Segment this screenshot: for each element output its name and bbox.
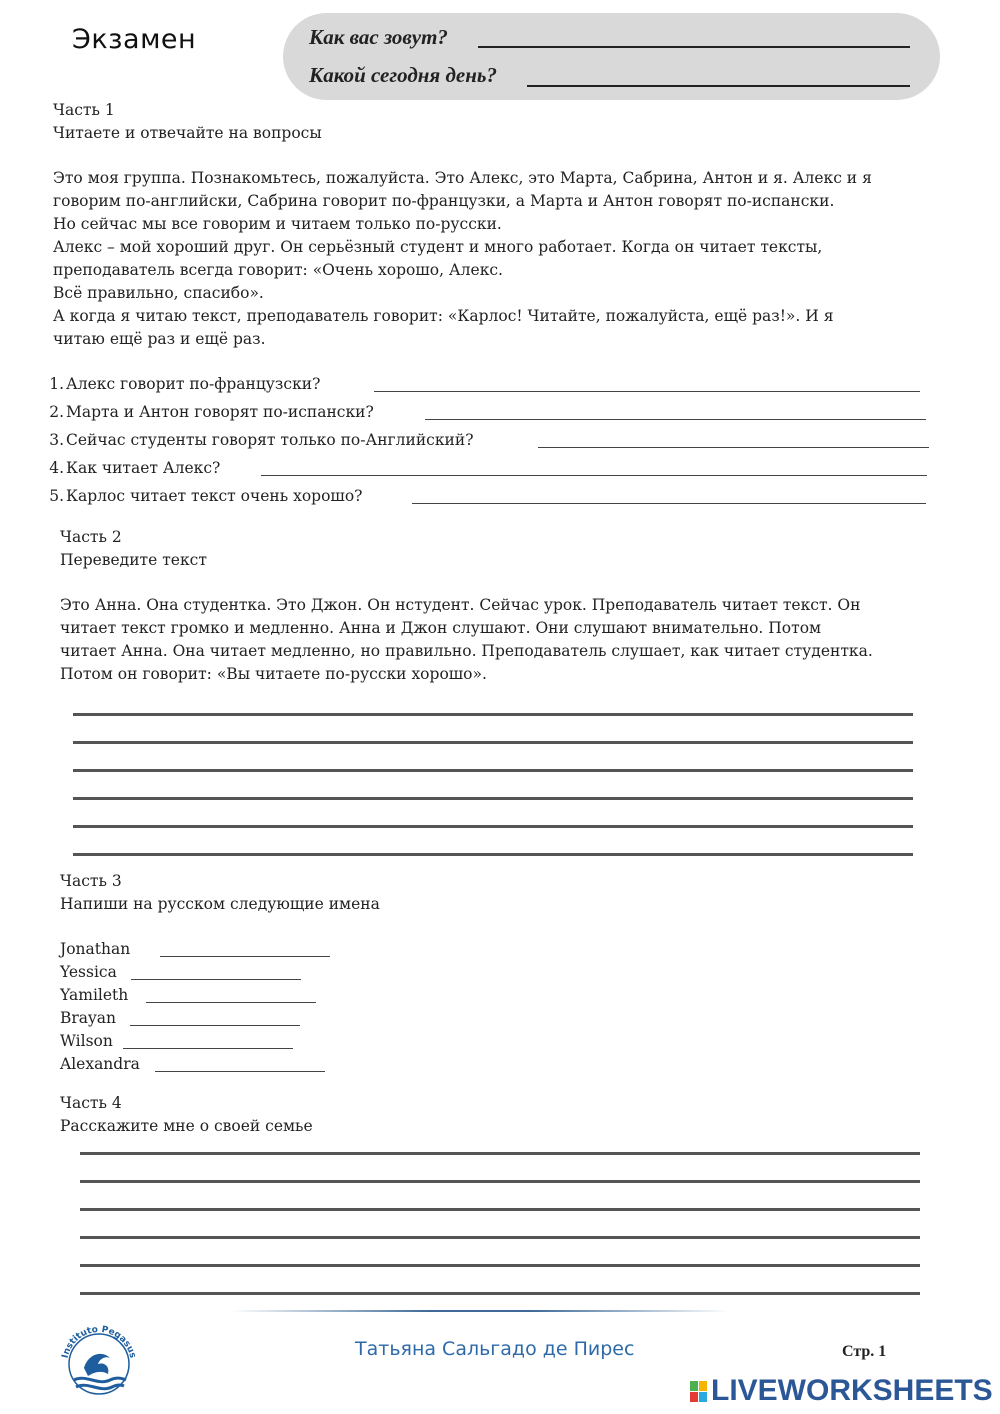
page-number: Стр. 1 [842, 1343, 887, 1360]
name-answer-alexandra[interactable] [155, 1071, 325, 1072]
family-answer-line[interactable] [80, 1292, 920, 1295]
text-line: Всё правильно, спасибо». [53, 284, 264, 302]
translation-answer-line[interactable] [73, 797, 913, 800]
question-text: Марта и Антон говорят по-испански? [66, 403, 374, 421]
name-item-wilson: Wilson [60, 1032, 113, 1050]
name-item-alexandra: Alexandra [60, 1055, 140, 1073]
name-item-yessica: Yessica [60, 963, 117, 981]
name-answer-jonathan[interactable] [160, 956, 330, 957]
date-answer-field[interactable] [527, 85, 910, 87]
family-answer-line[interactable] [80, 1180, 920, 1183]
text-line: Это Анна. Она студентка. Это Джон. Он нстудент. Сейчас урок. Преподаватель читает текст. Он [60, 596, 861, 614]
question-number: 4. [49, 459, 64, 477]
question-2-answer[interactable] [425, 419, 926, 420]
part1-heading: Часть 1 [53, 101, 115, 119]
name-answer-yessica[interactable] [131, 979, 301, 980]
part2-translation-text [60, 594, 873, 686]
family-answer-line[interactable] [80, 1264, 920, 1267]
question-number: 1. [49, 375, 64, 393]
question-number: 2. [49, 403, 64, 421]
name-answer-yamileth[interactable] [146, 1002, 316, 1003]
question-5-answer[interactable] [412, 503, 926, 504]
text-line: Потом он говорит: «Вы читаете по-русски хорошо». [60, 665, 487, 683]
part1-instruction: Читаете и отвечайте на вопросы [53, 124, 322, 142]
question-1 [48, 373, 320, 396]
text-line: А когда я читаю текст, преподаватель говорит: «Карлос! Читайте, пожалуйста, ещё раз!». И я [53, 307, 834, 325]
part2-heading: Часть 2 [60, 528, 122, 546]
question-number: 3. [49, 431, 64, 449]
liveworksheets-wordmark: LIVEWORKSHEETS [711, 1374, 993, 1407]
date-prompt: Какой сегодня день? [309, 63, 497, 87]
question-text: Карлос читает текст очень хорошо? [66, 487, 363, 505]
question-number: 5. [49, 487, 64, 505]
name-prompt: Как вас зовут? [309, 25, 448, 49]
translation-answer-line[interactable] [73, 825, 913, 828]
question-2 [48, 401, 374, 424]
part1-reading-text [53, 167, 872, 351]
text-line: Но сейчас мы все говорим и читаем только по-русски. [53, 215, 502, 233]
question-text: Алекс говорит по-французски? [66, 375, 321, 393]
question-4-answer[interactable] [261, 475, 927, 476]
question-4 [48, 457, 220, 480]
text-line: читаю ещё раз и ещё раз. [53, 330, 266, 348]
question-3-answer[interactable] [538, 447, 929, 448]
part3-heading: Часть 3 [60, 872, 122, 890]
exam-title: Экзамен [72, 24, 197, 55]
family-answer-line[interactable] [80, 1208, 920, 1211]
part2-instruction: Переведите текст [60, 551, 207, 569]
text-line: читает Анна. Она читает медленно, но правильно. Преподаватель слушает, как читает студентка. [60, 642, 873, 660]
liveworksheets-logo-icon [690, 1381, 707, 1402]
text-line: Это моя группа. Познакомьтесь, пожалуйста. Это Алекс, это Марта, Сабрина, Антон и я. Алекс и я [53, 169, 872, 187]
name-answer-wilson[interactable] [123, 1048, 293, 1049]
part4-heading: Часть 4 [60, 1094, 122, 1112]
pegasus-logo-icon [58, 1318, 140, 1400]
logo-lettering: Instituto Pegasus [60, 1324, 138, 1360]
question-text: Как читает Алекс? [66, 459, 221, 477]
text-line: Алекс – мой хороший друг. Он серьёзный студент и много работает. Когда он читает тексты, [53, 238, 823, 256]
footer-divider [230, 1310, 730, 1312]
translation-answer-line[interactable] [73, 741, 913, 744]
name-answer-field[interactable] [478, 46, 910, 48]
translation-answer-line[interactable] [73, 713, 913, 716]
name-item-brayan: Brayan [60, 1009, 117, 1027]
liveworksheets-brand [690, 1374, 993, 1408]
text-line: говорим по-английски, Сабрина говорит по-французки, а Марта и Антон говорят по-испански. [53, 192, 835, 210]
family-answer-line[interactable] [80, 1152, 920, 1155]
name-answer-brayan[interactable] [130, 1025, 300, 1026]
translation-answer-line[interactable] [73, 853, 913, 856]
text-line: читает текст громко и медленно. Анна и Джон слушают. Они слушают внимательно. Потом [60, 619, 822, 637]
question-3 [48, 429, 474, 452]
name-item-jonathan: Jonathan [60, 940, 131, 958]
translation-answer-line[interactable] [73, 769, 913, 772]
part3-instruction: Напиши на русском следующие имена [60, 895, 380, 913]
part4-instruction: Расскажите мне о своей семье [60, 1117, 313, 1135]
author-name: Татьяна Сальгадо де Пирес [355, 1338, 635, 1360]
question-text: Сейчас студенты говорят только по-Английский? [66, 431, 474, 449]
family-answer-line[interactable] [80, 1236, 920, 1239]
question-5 [48, 485, 362, 508]
instituto-pegasus-logo [58, 1318, 140, 1400]
question-1-answer[interactable] [374, 391, 920, 392]
text-line: преподаватель всегда говорит: «Очень хорошо, Алекс. [53, 261, 503, 279]
name-item-yamileth: Yamileth [60, 986, 129, 1004]
